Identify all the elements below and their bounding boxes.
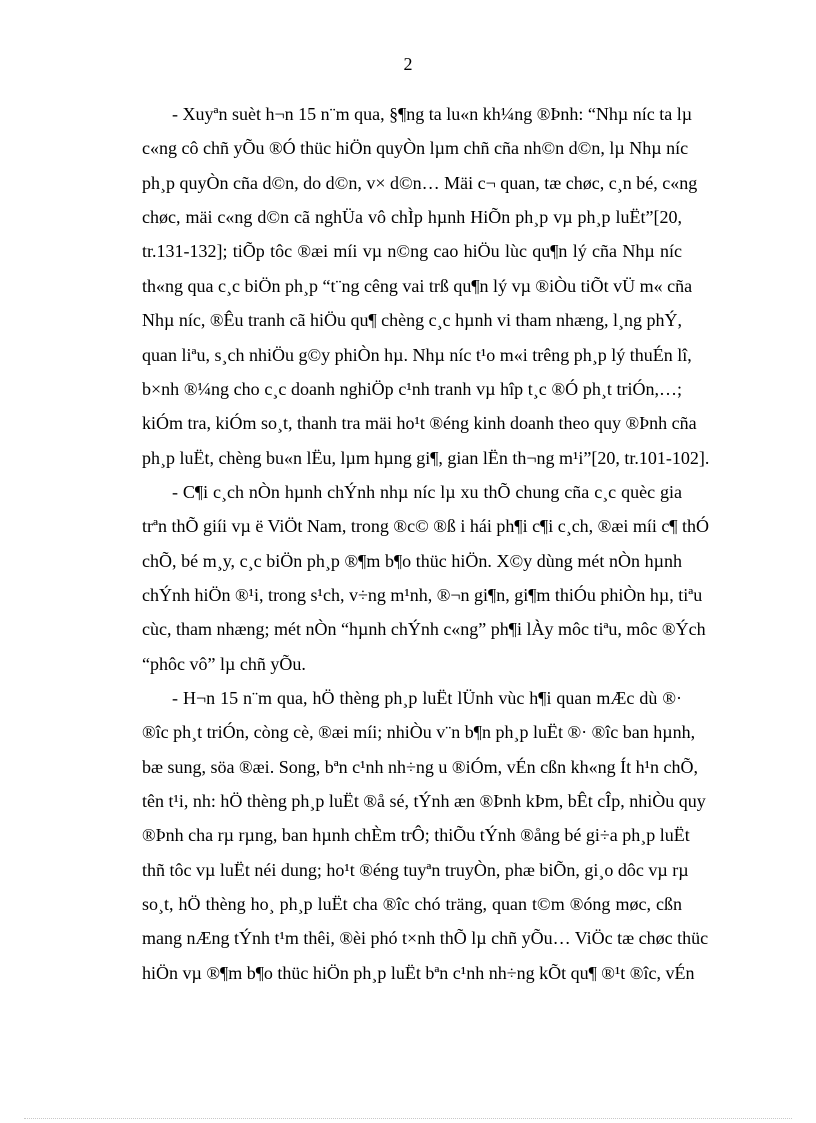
text-line: th«ng qua c¸c biÖn ph¸p “t¨ng cêng vai trß qu¶n lý vµ ®iÒu tiÕt vÜ m« cña (142, 276, 693, 296)
text-line: Nhµ níc, ®Êu tranh cã hiÖu qu¶ chèng c¸c hµnh vi tham nhæng, l¸ng phÝ, (142, 310, 682, 330)
text-line: hiÖn vµ ®¶m b¶o thüc hiÖn ph¸p luËt bªn c¹nh nh÷ng kÕt qu¶ ®¹t ®îc, vÉn (142, 963, 695, 983)
text-line: kiÓm tra, kiÓm so¸t, thanh tra mäi ho¹t ®éng kinh doanh theo quy ®Þnh cña (142, 413, 697, 433)
text-line: c«ng cô chñ yÕu ®Ó thüc hiÖn quyÒn lµm chñ cña nh©n d©n, lµ Nhµ níc (142, 138, 689, 158)
text-line: thñ tôc vµ luËt néi dung; ho¹t ®éng tuyªn truyÒn, phæ biÕn, gi¸o dôc vµ rµ (142, 860, 689, 880)
text-line: ph¸p quyÒn cña d©n, do d©n, v× d©n… Mäi c¬ quan, tæ chøc, c¸n bé, c«ng (142, 173, 698, 193)
text-line: chøc, mäi c«ng d©n cã nghÜa vô chÌp hµnh HiÕn ph¸p vµ ph¸p luËt”[20, (142, 207, 682, 227)
text-line: trªn thÕ giíi vµ ë ViÖt Nam, trong ®c© ®ß i hái ph¶i c¶i c¸ch, ®æi míi c¶ thÓ (142, 516, 710, 536)
text-line: b×nh ®¼ng cho c¸c doanh nghiÖp c¹nh tranh vµ hîp t¸c ®Ó ph¸t triÓn,…; (142, 379, 682, 399)
text-line: bæ sung, söa ®æi. Song, bªn c¹nh nh÷ng u ®iÓm, vÉn cßn kh«ng Ít h¹n chÕ, (142, 757, 698, 777)
page-number: 2 (403, 54, 413, 74)
text-line: - H¬n 15 n¨m qua, hÖ thèng ph¸p luËt lÜnh vùc h¶i quan mÆc dù ®· (172, 688, 682, 708)
text-line: so¸t, hÖ thèng ho¸ ph¸p luËt cha ®îc chó träng, quan t©m ®óng møc, cßn (142, 894, 682, 914)
text-line: tr.131-132]; tiÕp tôc ®æi míi vµ n©ng cao hiÖu lùc qu¶n lý cña Nhµ níc (142, 241, 682, 261)
text-line: mang nÆng tÝnh t¹m thêi, ®èi phó t×nh thÕ lµ chñ yÕu… ViÖc tæ chøc thüc (142, 928, 709, 948)
text-line: chÕ, bé m¸y, c¸c biÖn ph¸p ®¶m b¶o thüc hiÖn. X©y dùng mét nÒn hµnh (142, 551, 682, 571)
text-line: quan liªu, s¸ch nhiÖu g©y phiÒn hµ. Nhµ níc t¹o m«i trêng ph¸p lý thuÉn lî, (142, 345, 692, 365)
page-bottom-rule (24, 1118, 792, 1119)
text-line: tên t¹i, nh: hÖ thèng ph¸p luËt ®å sé, tÝnh æn ®Þnh kÞm, bÊt cÎp, nhiÒu quy (142, 791, 706, 811)
text-line: chÝnh hiÖn ®¹i, trong s¹ch, v÷ng m¹nh, ®¬n gi¶n, gi¶m thiÓu phiÒn hµ, tiªu (142, 585, 703, 605)
text-line: ®îc ph¸t triÓn, còng cè, ®æi míi; nhiÒu v¨n b¶n ph¸p luËt ®· ®îc ban hµnh, (142, 722, 696, 742)
text-line: “phôc vô” lµ chñ yÕu. (142, 654, 306, 674)
text-line: ph¸p luËt, chèng bu«n lËu, lµm hµng gi¶, gian lËn th¬ng m¹i”[20, tr.101-102]. (142, 448, 710, 468)
text-line: - Xuyªn suèt h¬n 15 n¨m qua, §¶ng ta lu«n kh¼ng ®Þnh: “Nhµ níc ta lµ (172, 104, 693, 124)
text-line: - C¶i c¸ch nÒn hµnh chÝnh nhµ níc lµ xu thÕ chung cña c¸c quèc gia (172, 482, 682, 502)
text-line: ®Þnh cha rµ rµng, ban hµnh chÈm trÔ; thiÕu tÝnh ®ång bé gi÷a ph¸p luËt (142, 825, 690, 845)
text-line: cùc, tham nhæng; mét nÒn “hµnh chÝnh c«ng” ph¶i lÀy môc tiªu, môc ®Ých (142, 619, 706, 639)
